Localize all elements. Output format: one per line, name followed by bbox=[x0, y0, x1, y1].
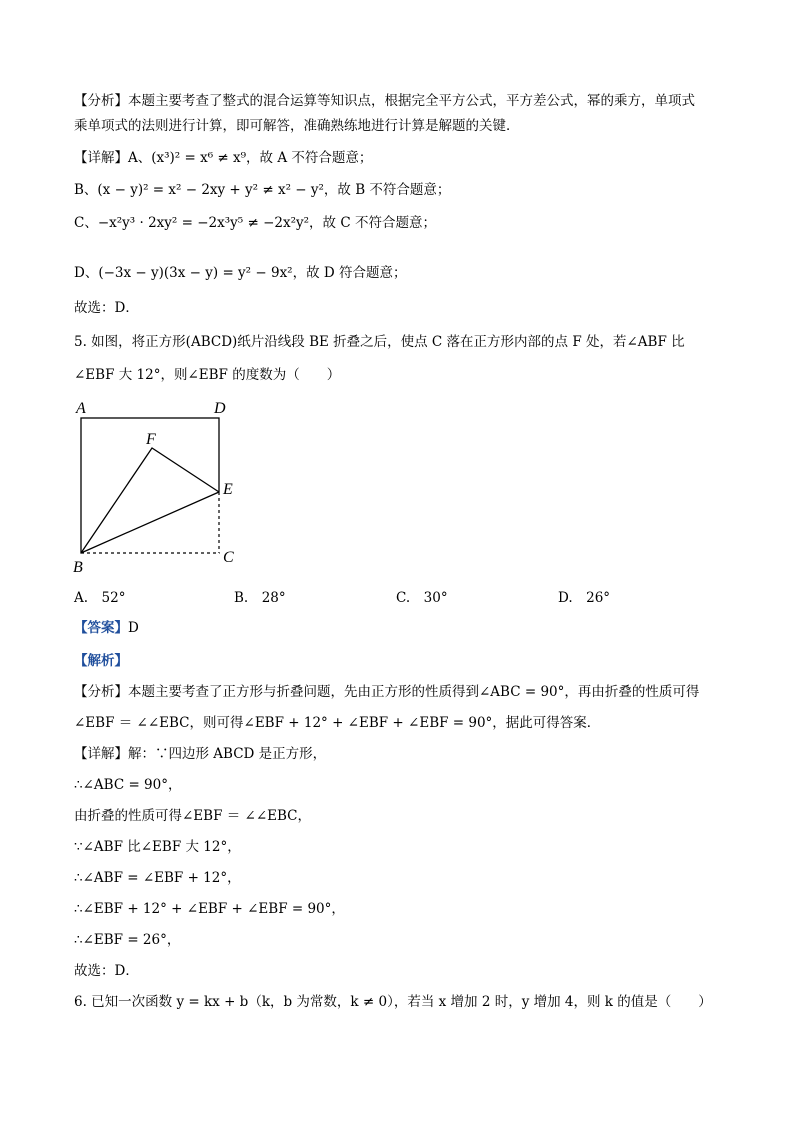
text-line: 乘单项式的法则进行计算，即可解答，准确熟练地进行计算是解题的关键． bbox=[74, 118, 520, 134]
text-line: 故选：D． bbox=[74, 300, 139, 316]
option-d: D. 26° bbox=[558, 590, 611, 606]
text-line: ∴∠EBF + 12° + ∠EBF + ∠EBF = 90°， bbox=[74, 901, 345, 917]
text-line: D、(−3x − y)(3x − y) = y² − 9x²，故 D 符合题意； bbox=[74, 265, 407, 281]
answer-line bbox=[74, 618, 139, 638]
analysis-line bbox=[74, 651, 128, 671]
text-line: ∴∠ABC = 90°， bbox=[74, 777, 182, 793]
text-line: ∠EBF ＝ ∠∠EBC，则可得∠EBF + 12° + ∠EBF + ∠EBF = 90°，据此可得答案． bbox=[74, 715, 601, 731]
text-line: 由折叠的性质可得∠EBF ＝ ∠∠EBC， bbox=[74, 808, 312, 824]
label-a: A bbox=[76, 400, 86, 417]
text-line: B、(x − y)² = x² − 2xy + y² ≠ x² − y²，故 B 不符合题意； bbox=[74, 182, 451, 198]
label-b: B bbox=[73, 559, 83, 576]
label-d: D bbox=[214, 400, 226, 417]
text-line: 【详解】A、(x³)² = x⁶ ≠ x⁹，故 A 不符合题意； bbox=[74, 150, 373, 166]
label-c: C bbox=[223, 549, 234, 566]
label-e: E bbox=[223, 481, 233, 498]
option-a: A. 52° bbox=[74, 590, 126, 606]
text-line: ∵∠ABF 比∠EBF 大 12°， bbox=[74, 839, 241, 855]
text-line: 【分析】本题主要考查了正方形与折叠问题，先由正方形的性质得到∠ABC = 90°，再由折叠的性质可得 bbox=[74, 684, 700, 700]
option-b: B. 28° bbox=[234, 590, 286, 606]
question-5-text: ∠EBF 大 12°，则∠EBF 的度数为（ ） bbox=[74, 367, 341, 383]
option-c: C. 30° bbox=[396, 590, 448, 606]
text-line: ∴∠ABF = ∠EBF + 12°， bbox=[74, 870, 241, 886]
answer-tag: 【答案】 bbox=[74, 620, 128, 636]
text-line: 故选：D． bbox=[74, 963, 139, 979]
question-6-text: 6. 已知一次函数 y = kx + b（k，b 为常数，k ≠ 0），若当 x 增加 2 时，y 增加 4，则 k 的值是（ ） bbox=[74, 994, 712, 1010]
question-5-text: 5. 如图，将正方形(ABCD)纸片沿线段 BE 折叠之后，使点 C 落在正方形内部的点 F 处，若∠ABF 比 bbox=[74, 334, 685, 350]
square-fold-figure bbox=[66, 396, 256, 581]
label-f: F bbox=[146, 431, 156, 448]
analysis-tag: 【解析】 bbox=[74, 653, 128, 669]
text-line: C、−x²y³ · 2xy² = −2x³y⁵ ≠ −2x²y²，故 C 不符合题意； bbox=[74, 215, 436, 231]
text-line: 【分析】本题主要考查了整式的混合运算等知识点，根据完全平方公式，平方差公式，幂的乘方，单项式 bbox=[74, 93, 695, 109]
answer-value: D bbox=[128, 620, 139, 636]
text-line: 【详解】解：∵四边形 ABCD 是正方形， bbox=[74, 746, 327, 762]
text-line: ∴∠EBF = 26°， bbox=[74, 932, 181, 948]
